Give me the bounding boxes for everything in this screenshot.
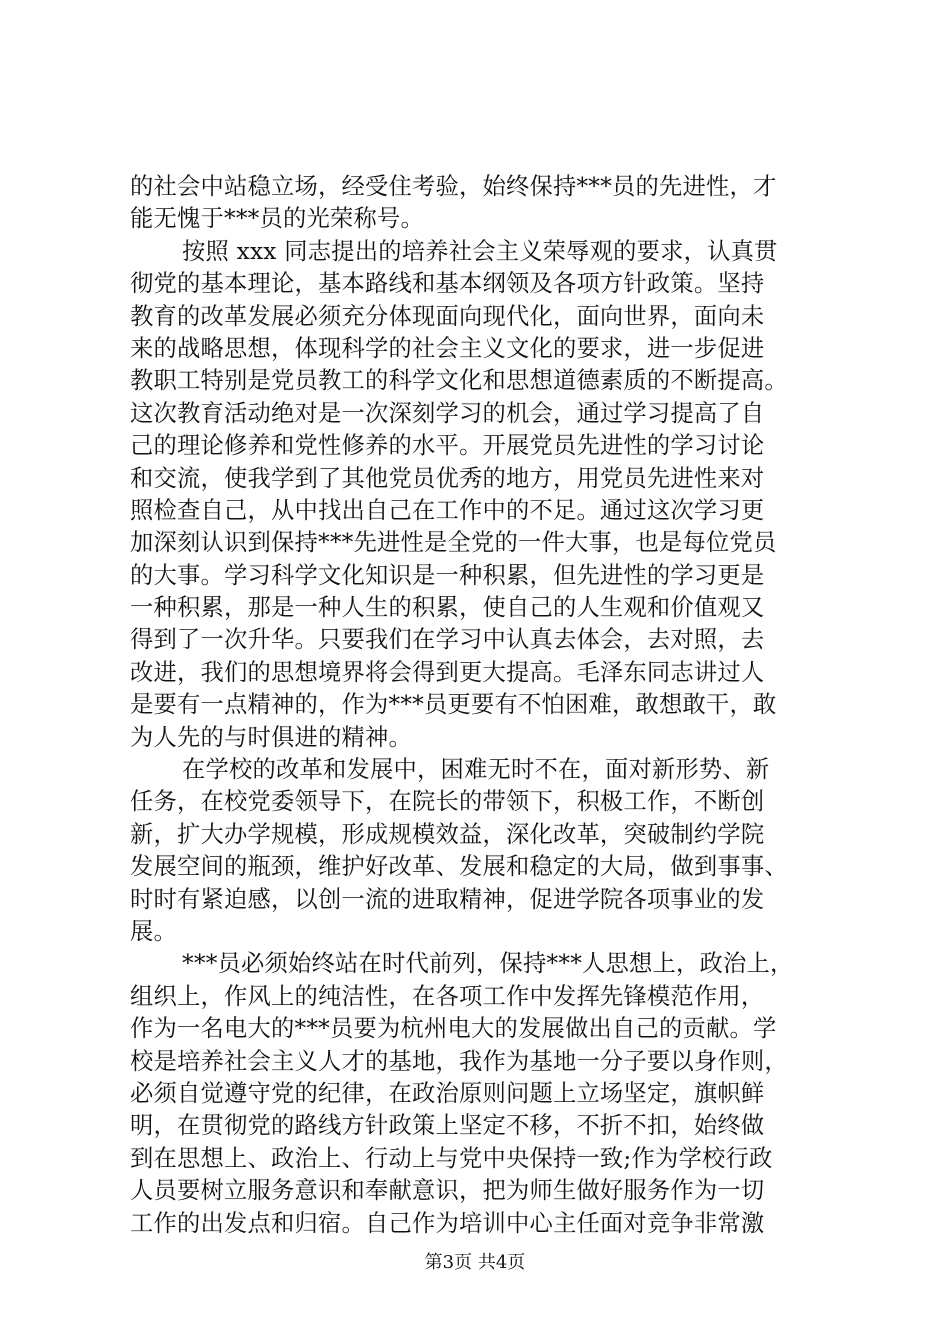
text-line: 的社会中站稳立场，经受住考验，始终保持***员的先进性，才 [130, 173, 777, 200]
text-line: 教育的改革发展必须充分体现面向现代化，面向世界，面向未 [130, 302, 765, 330]
text-line: 能无愧于***员的光荣称号。 [130, 205, 425, 233]
text-line: 明，在贯彻党的路线方针政策上坚定不移，不折不扣，始终做 [130, 1112, 765, 1140]
text-line: 工作的出发点和归宿。自己作为培训中心主任面对竞争非常激 [130, 1209, 765, 1237]
text-line: 得到了一次升华。只要我们在学习中认真去体会，去对照，去 [130, 626, 765, 654]
text-line: 人员要树立服务意识和奉献意识，把为师生做好服务作为一切 [130, 1177, 765, 1205]
text-line: 展。 [130, 917, 177, 945]
text-line: 来的战略思想，体现科学的社会主义文化的要求，进一步促进 [130, 334, 765, 362]
body-text [130, 171, 830, 1240]
text-line: 己的理论修养和党性修养的水平。开展党员先进性的学习讨论 [130, 432, 765, 460]
paragraph-start-line: 在学校的改革和发展中，困难无时不在，面对新形势、新 [182, 756, 770, 784]
text-line: 的大事。学习科学文化知识是一种积累，但先进性的学习更是 [130, 561, 765, 589]
text-line: 加深刻认识到保持***先进性是全党的一件大事，也是每位党员 [130, 529, 777, 557]
text-line: 到在思想上、政治上、行动上与党中央保持一致;作为学校行政 [130, 1144, 773, 1172]
text-line: 时时有紧迫感，以创一流的进取精神，促进学院各项事业的发 [130, 885, 765, 913]
text-line: 任务，在校党委领导下，在院长的带领下，积极工作，不断创 [130, 788, 765, 816]
text-line: 彻党的基本理论，基本路线和基本纲领及各项方针政策。坚持 [130, 270, 765, 298]
paragraph-start-line: 按照 xxx 同志提出的培养社会主义荣辱观的要求，认真贯 [182, 237, 778, 265]
text-line: 发展空间的瓶颈，维护好改革、发展和稳定的大局，做到事事、 [130, 853, 788, 881]
text-line: 照检查自己，从中找出自己在工作中的不足。通过这次学习更 [130, 496, 765, 524]
text-line: 教职工特别是党员教工的科学文化和思想道德素质的不断提高。 [130, 367, 788, 395]
text-line: 为人先的与时俱进的精神。 [130, 723, 412, 751]
text-line: 组织上，作风上的纯洁性，在各项工作中发挥先锋模范作用， [130, 982, 765, 1010]
paragraph-start-line: ***员必须始终站在时代前列，保持***人思想上，政治上， [182, 950, 794, 978]
text-line: 作为一名电大的***员要为杭州电大的发展做出自己的贡献。学 [130, 1015, 777, 1043]
text-line: 这次教育活动绝对是一次深刻学习的机会，通过学习提高了自 [130, 399, 765, 427]
text-line: 必须自觉遵守党的纪律，在政治原则问题上立场坚定，旗帜鲜 [130, 1079, 765, 1107]
text-line: 新，扩大办学规模，形成规模效益，深化改革，突破制约学院 [130, 820, 765, 848]
text-line: 和交流，使我学到了其他党员优秀的地方，用党员先进性来对 [130, 464, 765, 492]
text-line: 改进，我们的思想境界将会得到更大提高。毛泽东同志讲过人 [130, 658, 765, 686]
text-line: 是要有一点精神的，作为***员更要有不怕困难，敢想敢干，敢 [130, 691, 777, 719]
text-line: 一种积累，那是一种人生的积累，使自己的人生观和价值观又 [130, 594, 765, 622]
page-number-footer: 第3页 共4页 [424, 1252, 526, 1273]
text-line: 校是培养社会主义人才的基地，我作为基地一分子要以身作则， [130, 1047, 788, 1075]
